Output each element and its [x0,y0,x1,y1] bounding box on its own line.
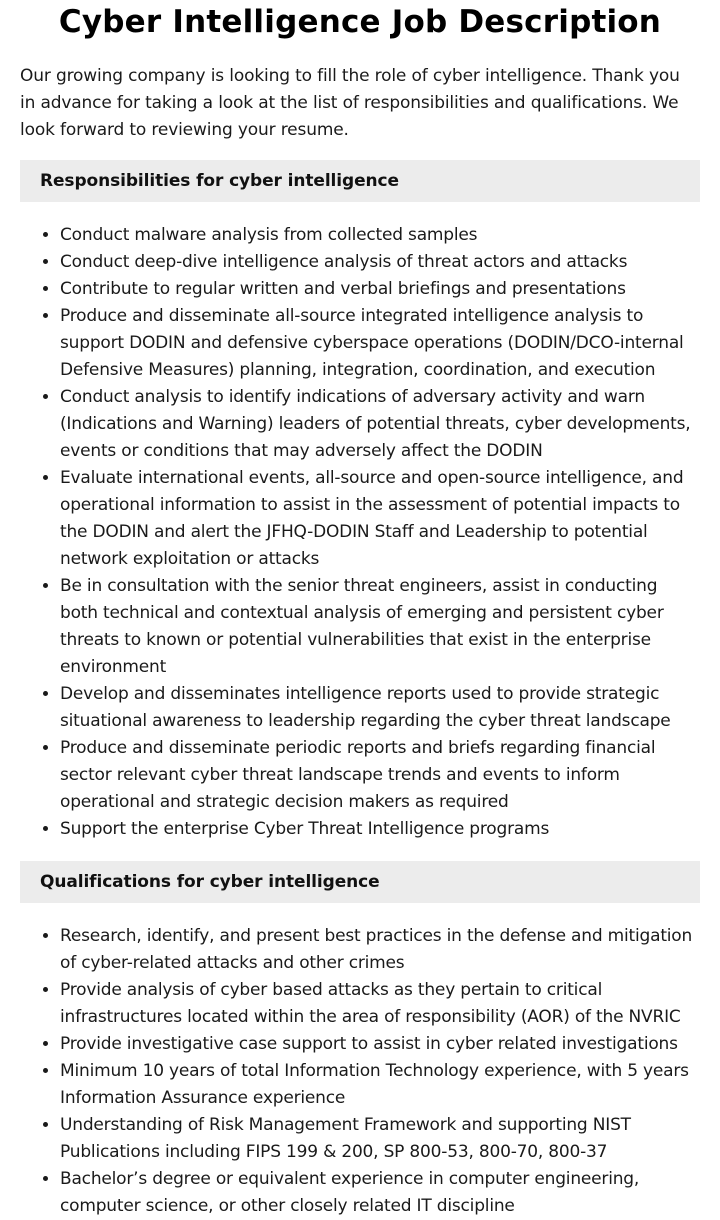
list-item: • Bachelor’s degree or equivalent experience in computer engineering, computer science, or other closely related IT discipline [60,1166,700,1220]
intro-paragraph: Our growing company is looking to fill the role of cyber intelligence. Thank you in advance for taking a look at the list of responsibilities and qualifications. We look forward to reviewing your resume. [20,66,680,140]
list-item: • Contribute to regular written and verbal briefings and presentations [60,276,700,303]
qualifications-heading: Qualifications for cyber intelligence [20,861,700,903]
list-item: • Minimum 10 years of total Information Technology experience, with 5 years Information Assurance experience [60,1058,700,1112]
responsibilities-heading: Responsibilities for cyber intelligence [20,160,700,202]
list-item: • Be in consultation with the senior threat engineers, assist in conducting both technical and contextual analysis of emerging and persistent cyber threats to known or potential vulnerabilities that exist in the enterprise environment [60,573,700,681]
page-title: Cyber Intelligence Job Description [58,4,662,40]
qualifications-list [20,923,700,1220]
list-item: • Understanding of Risk Management Framework and supporting NIST Publications including FIPS 199 & 200, SP 800-53, 800-70, 800-37 [60,1112,700,1166]
list-item: • Evaluate international events, all-source and open-source intelligence, and operational information to assist in the assessment of potential impacts to the DODIN and alert the JFHQ-DODIN Staff and Leadership to potential network exploitation or attacks [60,465,700,573]
list-item: • Produce and disseminate all-source integrated intelligence analysis to support DODIN and defensive cyberspace operations (DODIN/DCO-internal Defensive Measures) planning, integration, coordination, and execution [60,303,700,384]
responsibilities-list [20,222,700,843]
list-item: • Research, identify, and present best practices in the defense and mitigation of cyber-related attacks and other crimes [60,923,700,977]
list-item: • Conduct analysis to identify indications of adversary activity and warn (Indications and Warning) leaders of potential threats, cyber developments, events or conditions that may adversely affect the DODIN [60,384,700,465]
list-item: • Provide analysis of cyber based attacks as they pertain to critical infrastructures located within the area of responsibility (AOR) of the NVRIC [60,977,700,1031]
list-item: • Support the enterprise Cyber Threat Intelligence programs [60,816,700,843]
list-item: • Provide investigative case support to assist in cyber related investigations [60,1031,700,1058]
list-item: • Conduct deep-dive intelligence analysis of threat actors and attacks [60,249,700,276]
list-item: • Develop and disseminates intelligence reports used to provide strategic situational awareness to leadership regarding the cyber threat landscape [60,681,700,735]
list-item: • Conduct malware analysis from collected samples [60,222,700,249]
list-item: • Produce and disseminate periodic reports and briefs regarding financial sector relevant cyber threat landscape trends and events to inform operational and strategic decision makers as required [60,735,700,816]
